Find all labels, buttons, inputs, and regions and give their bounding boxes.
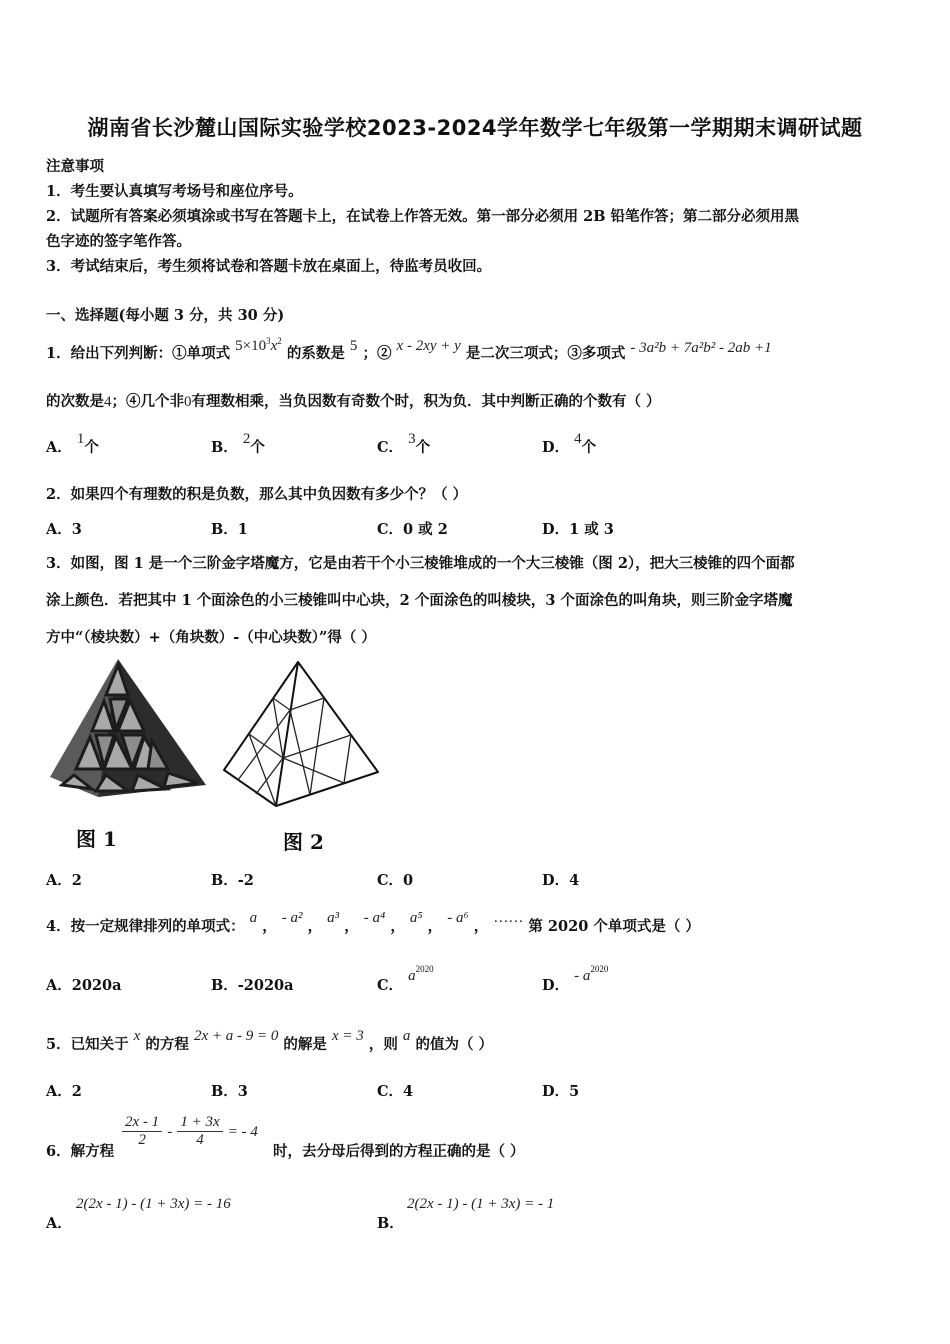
q3-option-a[interactable]: A．2 xyxy=(46,872,82,889)
q6-option-a[interactable]: A． xyxy=(46,1215,72,1232)
notice-item-2: 2．试题所有答案必须填涂或书写在答题卡上，在试卷上作答无效。第一部分必须用 2B 铅笔作答；第二部分必须用黑 xyxy=(46,208,800,225)
q3-stem-line-2: 涂上颜色．若把其中 1 个面涂色的小三棱锥叫中心块，2 个面涂色的叫棱块，3 个面涂色的叫角块，则三阶金字塔魔 xyxy=(46,592,793,609)
q4-option-c[interactable]: C． $a^{2020}$ xyxy=(377,964,434,994)
q2-option-b[interactable]: B．1 xyxy=(211,521,248,538)
q5-option-a[interactable]: A．2 xyxy=(46,1083,82,1100)
q3-figure-2-pyramid-wireframe xyxy=(220,660,382,810)
q4-stem: 4．按一定规律排列的单项式： a ， - a² ， a³ ， - a⁴ ， a⁵ ， - a⁶ ， …… 第 2020 个单项式是（ ） xyxy=(46,910,700,935)
q1-expr2: x - 2xy + y xyxy=(396,338,461,354)
q3-option-c[interactable]: C．0 xyxy=(377,872,414,889)
q6-option-a-expr[interactable]: 2(2x - 1) - (1 + 3x) = - 16 xyxy=(76,1196,231,1212)
q2-option-d[interactable]: D．1 或 3 xyxy=(542,521,614,538)
q1-stem-cont: 的次数是4；④几个非0有理数相乘，当负因数有奇数个时，积为负．其中判断正确的个数有（ ） xyxy=(46,393,661,410)
q3-stem-line-1: 3．如图，图 1 是一个三阶金字塔魔方，它是由若干个小三棱锥堆成的一个大三棱锥（图 2），把大三棱锥的四个面都 xyxy=(46,555,795,572)
q1-option-b[interactable]: B． 2个 xyxy=(211,431,265,456)
q1-expr3: - 3a²b + 7a²b² - 2ab +1 xyxy=(630,340,772,356)
q5-option-b[interactable]: B．3 xyxy=(211,1083,248,1100)
q1-stem: 1．给出下列判断：①单项式 $5\times 10^3x^2$ 的系数是 5 ；② x - 2xy + y 是二次三项式；③多项式 - 3a²b + 7a²b² - 2ab +1 xyxy=(46,336,772,362)
notice-heading: 注意事项 xyxy=(46,158,104,175)
q3-figure-1-caption: 图 1 xyxy=(76,827,117,851)
q6-equation: $\frac{2x - 1}{2}$ - $\frac{1 + 3x}{4}$ = - 4 xyxy=(122,1114,258,1149)
q3-figure-2-caption: 图 2 xyxy=(283,830,324,854)
page-title: 湖南省长沙麓山国际实验学校2023-2024学年数学七年级第一学期期末调研试题 xyxy=(87,116,863,140)
q3-option-d[interactable]: D．4 xyxy=(542,872,580,889)
q1-option-c[interactable]: C． 3个 xyxy=(377,431,431,456)
q6-stem-lead: 6．解方程 xyxy=(46,1143,115,1160)
q2-stem: 2．如果四个有理数的积是负数，那么其中负因数有多少个？（ ） xyxy=(46,486,468,503)
q6-stem-tail: 时，去分母后得到的方程正确的是（ ） xyxy=(273,1143,525,1160)
q5-option-d[interactable]: D．5 xyxy=(542,1083,580,1100)
q3-stem-line-3: 方中“（棱块数）+（角块数）-（中心块数）”得（ ） xyxy=(46,629,376,646)
q2-option-a[interactable]: A．3 xyxy=(46,521,82,538)
q4-option-a[interactable]: A．2020a xyxy=(46,977,122,994)
q6-option-b-expr[interactable]: 2(2x - 1) - (1 + 3x) = - 1 xyxy=(407,1196,555,1212)
q5-stem: 5．已知关于 x 的方程 2x + a - 9 = 0 的解是 x = 3 ，则 a 的值为（ ） xyxy=(46,1028,494,1053)
q1-option-a[interactable]: A． 1个 xyxy=(46,431,99,456)
q6-option-b[interactable]: B． xyxy=(377,1215,404,1232)
notice-item-1: 1．考生要认真填写考场号和座位序号。 xyxy=(46,183,303,200)
q1-option-d[interactable]: D． 4个 xyxy=(542,431,597,456)
notice-item-3: 3．考试结束后，考生须将试卷和答题卡放在桌面上，待监考员收回。 xyxy=(46,258,492,275)
q3-figure-1-pyramid-cube xyxy=(48,657,210,807)
q1-monomial: $5\times 10^3x^2$ xyxy=(235,336,282,354)
q4-option-d[interactable]: D． - $a^{2020}$ xyxy=(542,964,609,994)
notice-item-2-cont: 色字迹的签字笔作答。 xyxy=(46,233,191,250)
section-heading: 一、选择题(每小题 3 分，共 30 分) xyxy=(46,307,285,324)
q2-option-c[interactable]: C．0 或 2 xyxy=(377,521,448,538)
q3-option-b[interactable]: B．-2 xyxy=(211,872,254,889)
q5-equation: 2x + a - 9 = 0 xyxy=(193,1028,279,1044)
q5-option-c[interactable]: C．4 xyxy=(377,1083,414,1100)
q4-option-b[interactable]: B．-2020a xyxy=(211,977,294,994)
